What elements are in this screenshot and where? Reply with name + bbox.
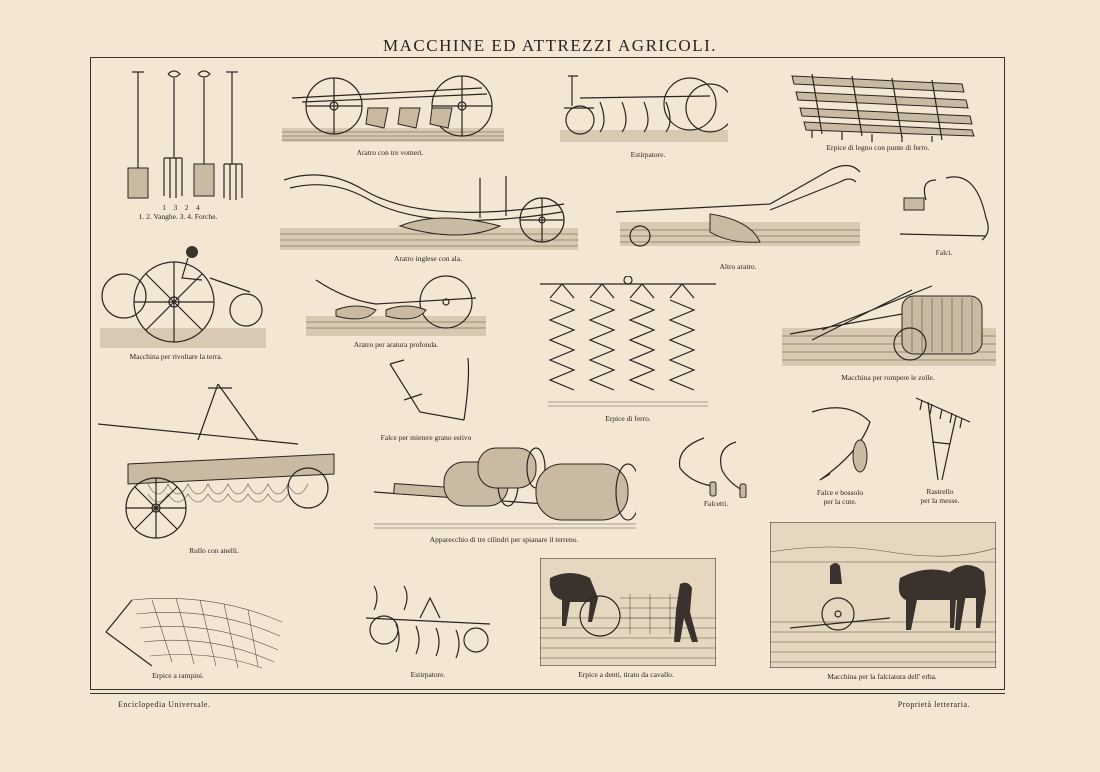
caption-soil-turning-machine: Macchina per rivoltare la terra. [129, 352, 223, 361]
three-cylinder-leveller-illustration [374, 446, 636, 532]
deep-plough-illustration [306, 270, 486, 338]
sickles-illustration [676, 436, 760, 498]
wheat-scythe-illustration [384, 356, 480, 428]
ring-roller-illustration [98, 384, 336, 544]
soil-turning-machine-illustration [100, 242, 266, 350]
cultivator-top-illustration [560, 68, 728, 146]
wooden-harrow-illustration [782, 70, 978, 142]
caption-sickles: Falcetti. [703, 499, 729, 508]
caption-wheat-scythe: Falce per mietere grano estivo [380, 433, 472, 442]
scythes-illustration [896, 170, 996, 244]
caption-scythes: Falci. [935, 248, 953, 257]
iron-harrow-illustration [540, 276, 716, 410]
caption-cultivator-bottom: Estirpatore. [410, 670, 446, 679]
caption-iron-harrow: Erpice di ferro. [605, 414, 651, 423]
caption-spades-forks: 1. 2. Vanghe. 3. 4. Forche. [138, 212, 218, 221]
harvest-rake-illustration [912, 392, 974, 484]
caption-ring-roller: Rullo con anelli. [189, 546, 239, 555]
hook-harrow-illustration [102, 592, 284, 672]
scythe-whetstone-illustration [806, 402, 880, 486]
caption-clod-breaker: Macchina per rompere le zolle. [841, 373, 935, 382]
caption-three-share-plough: Aratro con tre vomeri. [356, 148, 424, 157]
caption-scythe-whetstone: Falce e bossolo per la cute. [816, 488, 864, 506]
caption-three-cylinder-leveller: Apparecchio di tre cilindri per spianare il terreno. [429, 535, 579, 544]
english-plough-illustration [280, 168, 578, 252]
caption-spades-numbers: 1 3 2 4 [162, 203, 200, 212]
mowing-machine-scene-illustration [770, 522, 996, 668]
other-plough-illustration [610, 160, 868, 256]
page-title: MACCHINE ED ATTREZZI AGRICOLI. [383, 36, 717, 55]
caption-other-plough: Altro aratro. [719, 262, 757, 271]
caption-deep-plough: Aratro per aratura profonda. [353, 340, 439, 349]
footer-publisher: Enciclopedia Universale. [118, 700, 211, 709]
caption-hook-harrow: Erpice a rampini. [152, 671, 204, 680]
three-share-plough-illustration [282, 68, 504, 146]
cultivator-bottom-illustration [360, 584, 496, 666]
caption-wooden-harrow: Erpice di legno con punte di ferro. [826, 143, 930, 152]
caption-english-plough: Aratro inglese con ala. [394, 254, 462, 263]
spades-forks-illustration [118, 68, 246, 202]
plate-bottom-rule [90, 693, 1005, 694]
caption-mowing-machine: Macchina per la falciatura dell' erba. [827, 672, 937, 681]
clod-breaker-illustration [782, 280, 996, 368]
caption-cultivator-top: Estirpatore. [630, 150, 666, 159]
caption-harvest-rake: Rastrello per la messe. [920, 487, 960, 505]
caption-horse-harrow: Erpice a denti, tirato da cavallo. [578, 670, 674, 679]
footer-copyright: Proprietà letteraria. [897, 700, 970, 709]
horse-harrow-scene-illustration [540, 558, 716, 666]
